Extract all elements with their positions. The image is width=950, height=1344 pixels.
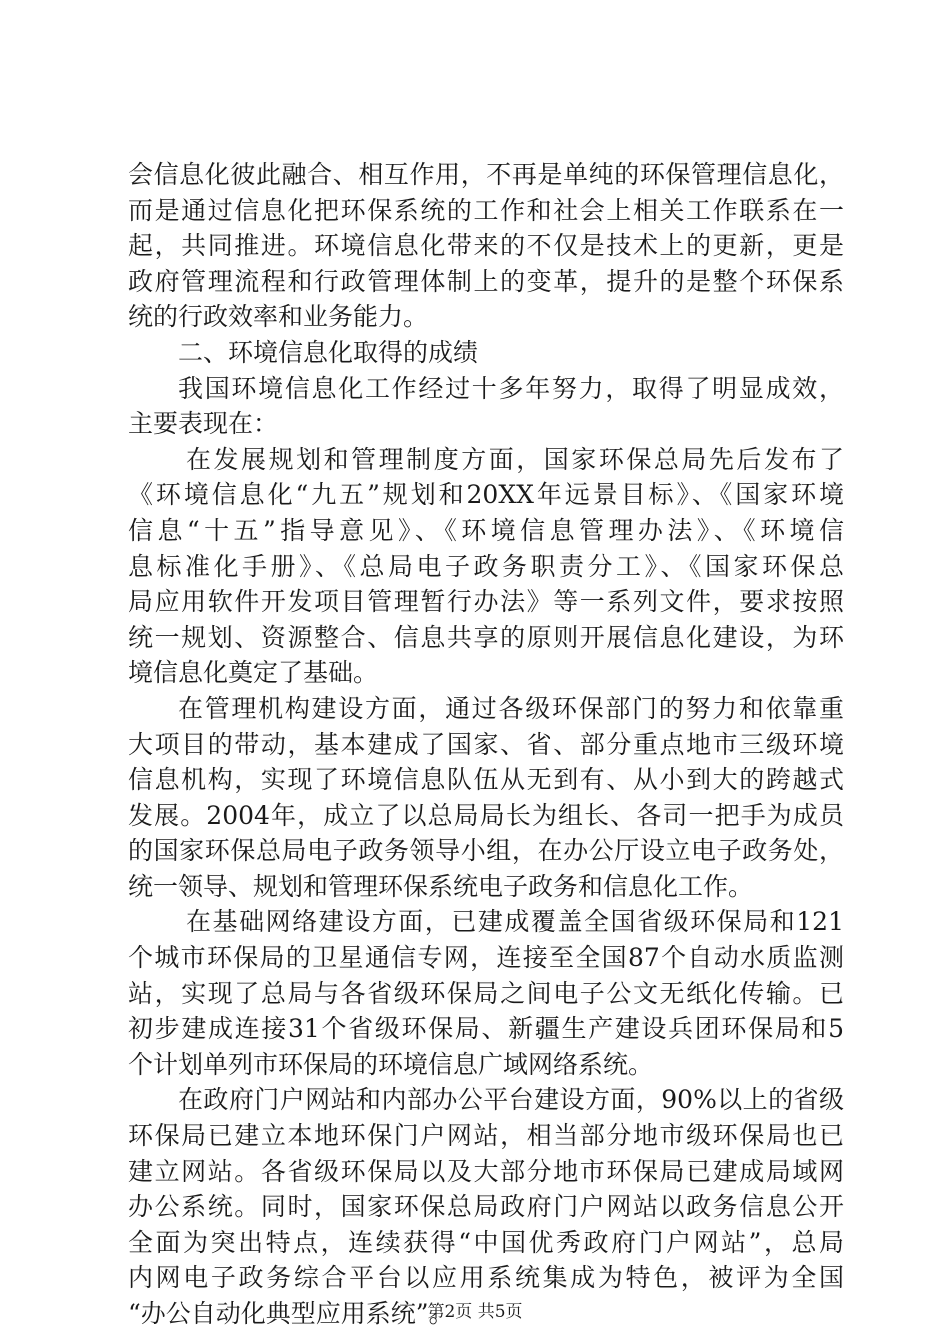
text-line: 个计划单列市环保局的环境信息广域网络系统。: [128, 1049, 654, 1079]
text-line: 局应用软件开发项目管理暂行办法》等一系列文件，要求按照: [128, 587, 844, 617]
text-line: 《环境信息化“九五”规划和20XX年远景目标》、《国家环境: [128, 480, 844, 510]
text-line: 在发展规划和管理制度方面，国家环保总局先后发布了: [186, 444, 844, 474]
text-line: 会信息化彼此融合、相互作用，不再是单纯的环保管理信息化，: [128, 160, 844, 189]
text-line: 统一规划、资源整合、信息共享的原则开展信息化建设，为环: [128, 622, 844, 652]
text-line: 信息机构，实现了环境信息队伍从无到有、从小到大的跨越式: [128, 765, 844, 795]
text-line: 全面为突出特点，连续获得“中国优秀政府门户网站”，总局: [128, 1227, 844, 1257]
text-line: 息标准化手册》、《总局电子政务职责分工》、《国家环保总: [128, 551, 844, 581]
text-line: 的国家环保总局电子政务领导小组，在办公厅设立电子政务处，: [128, 836, 844, 866]
text-line: 政府管理流程和行政管理体制上的变革，提升的是整个环保系: [128, 266, 844, 296]
section-heading: 二、环境信息化取得的成绩: [178, 337, 479, 367]
text-line: “办公自动化典型应用系统”。: [128, 1299, 454, 1328]
text-line: 在基础网络建设方面，已建成覆盖全国省级环保局和121: [186, 907, 844, 937]
text-line: 起，共同推进。环境信息化带来的不仅是技术上的更新，更是: [128, 231, 844, 261]
text-line: 个城市环保局的卫星通信专网，连接至全国87个自动水质监测: [128, 943, 844, 973]
text-line: 统一领导、规划和管理环保系统电子政务和信息化工作。: [128, 871, 754, 901]
page-number: 第2页 共5页: [427, 1302, 523, 1322]
text-line: 内网电子政务综合平台以应用系统集成为特色，被评为全国: [128, 1263, 844, 1293]
text-line: 主要表现在：: [128, 409, 279, 439]
text-line: 办公系统。同时，国家环保总局政府门户网站以政务信息公开: [128, 1192, 844, 1222]
text-line: 我国环境信息化工作经过十多年努力，取得了明显成效，: [178, 373, 844, 403]
text-line: 大项目的带动，基本建成了国家、省、部分重点地市三级环境: [128, 729, 844, 759]
text-line: 环保局已建立本地环保门户网站，相当部分地市级环保局也已: [128, 1121, 844, 1151]
text-line: 在政府门户网站和内部办公平台建设方面，90%以上的省级: [178, 1085, 844, 1115]
text-line: 站，实现了总局与各省级环保局之间电子公文无纸化传输。已: [128, 978, 844, 1008]
text-line: 统的行政效率和业务能力。: [128, 302, 429, 332]
text-line: 而是通过信息化把环保系统的工作和社会上相关工作联系在一: [128, 195, 844, 225]
text-line: 信息“十五”指导意见》、《环境信息管理办法》、《环境信: [128, 515, 844, 545]
text-line: 境信息化奠定了基础。: [128, 658, 379, 688]
text-line: 初步建成连接31个省级环保局、新疆生产建设兵团环保局和5: [128, 1014, 844, 1044]
text-line: 在管理机构建设方面，通过各级环保部门的努力和依靠重: [178, 693, 844, 723]
text-line: 发展。2004年，成立了以总局局长为组长、各司一把手为成员: [128, 800, 844, 830]
text-line: 建立网站。各省级环保局以及大部分地市环保局已建成局域网: [128, 1156, 844, 1186]
document-body: [128, 157, 844, 1332]
